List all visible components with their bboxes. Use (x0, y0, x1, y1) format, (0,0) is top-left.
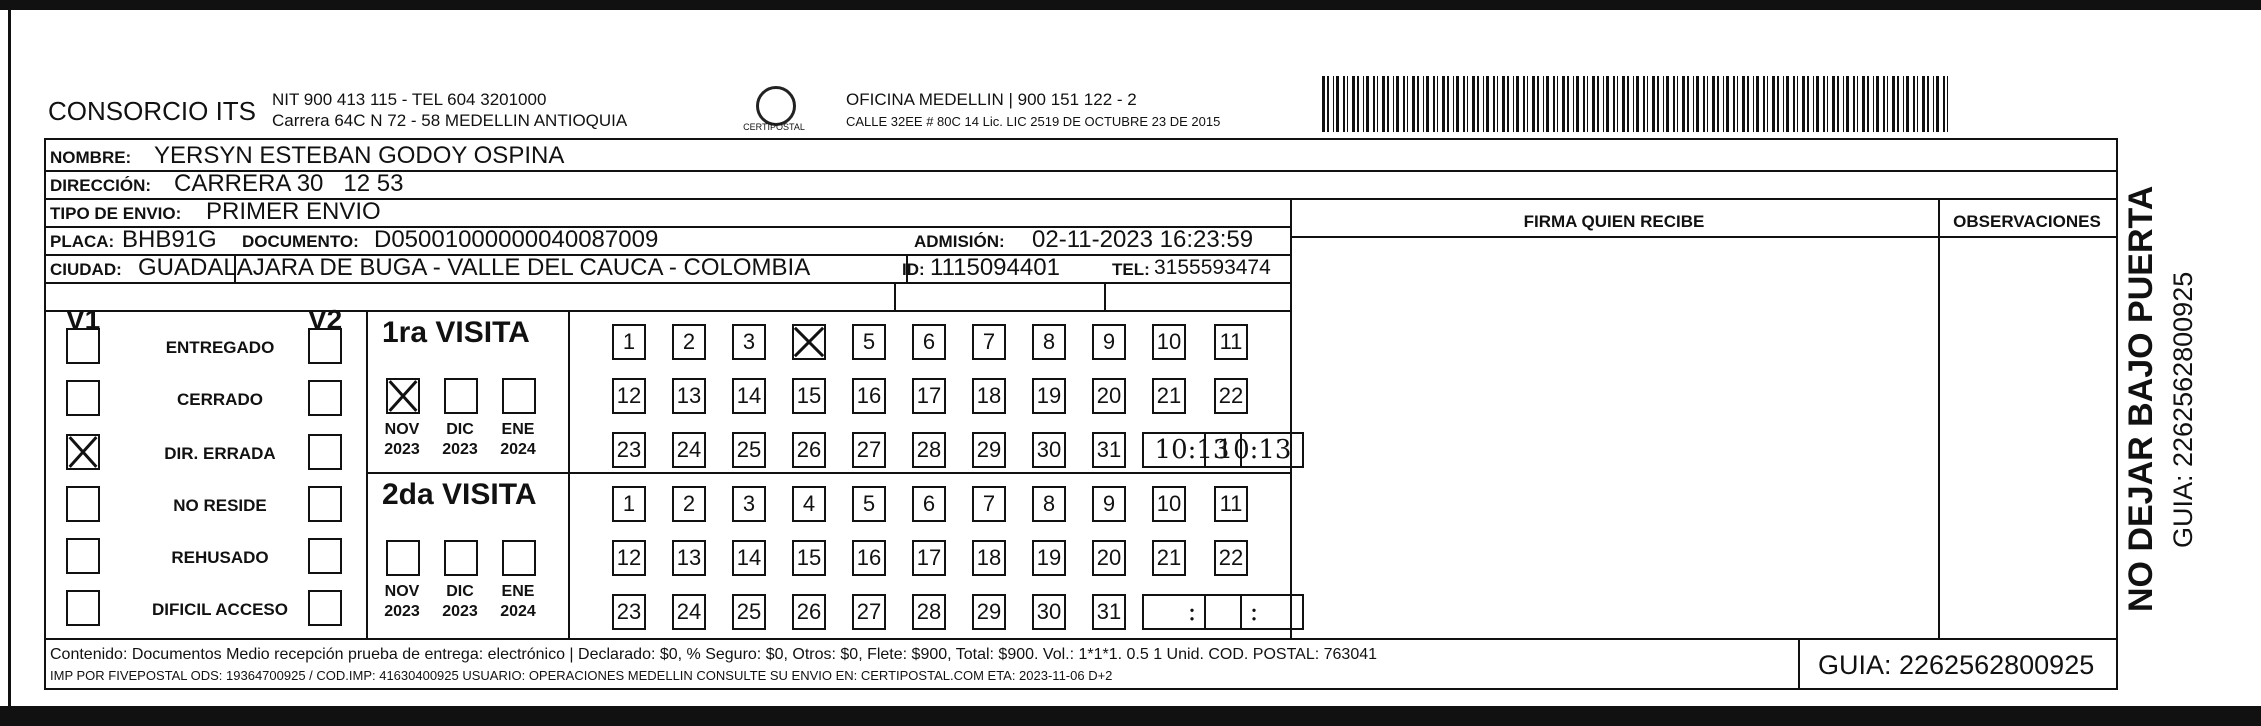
day-box-14[interactable]: 14 (732, 378, 766, 414)
barcode-bar (1927, 76, 1929, 132)
footer-print-line: IMP POR FIVEPOSTAL ODS: 19364700925 / COD.IMP: 41630400925 USUARIO: OPERACIONES MEDELLIN CONSULTE SU ENVIO EN: CERTIPOSTAL.COM ETA: 2023-11-06 D+2 (50, 668, 1113, 683)
month-label: NOV (384, 421, 420, 438)
day-box-21[interactable]: 21 (1152, 378, 1186, 414)
barcode-bar (1922, 76, 1925, 132)
barcode-bar (1387, 76, 1389, 132)
v2-checkbox[interactable] (308, 538, 342, 574)
barcode-bar (1412, 76, 1415, 132)
month-checkbox[interactable] (502, 540, 536, 576)
day-box-27[interactable]: 27 (852, 432, 886, 468)
barcode-bar (1933, 76, 1934, 132)
barcode-bar (1622, 76, 1625, 132)
barcode-bar (1562, 76, 1565, 132)
barcode-bar (1576, 76, 1579, 132)
barcode-bar (1336, 76, 1339, 132)
day-box-12[interactable]: 12 (612, 540, 646, 576)
barcode-bar (1883, 76, 1885, 132)
day-box-13[interactable]: 13 (672, 378, 706, 414)
day-box-7[interactable]: 7 (972, 324, 1006, 360)
office-address: CALLE 32EE # 80C 14 Lic. LIC 2519 DE OCTUBRE 23 DE 2015 (846, 114, 1221, 129)
side-guia: GUIA: 2262562800925 (2168, 271, 2198, 548)
day-box-18[interactable]: 18 (972, 378, 1006, 414)
barcode-bar (1786, 76, 1789, 132)
firma-header: FIRMA QUIEN RECIBE (1523, 212, 1705, 231)
barcode-bar (1327, 76, 1329, 132)
v2-checkbox[interactable] (308, 328, 342, 364)
left-border (8, 10, 11, 706)
day-box-24[interactable]: 24 (672, 594, 706, 630)
day-box-11[interactable]: 11 (1214, 324, 1248, 360)
barcode-bar (1573, 76, 1574, 132)
day-box-29[interactable]: 29 (972, 432, 1006, 468)
barcode-bar (1507, 76, 1509, 132)
barcode-bar (1696, 76, 1699, 132)
barcode-bar (1456, 76, 1459, 132)
visit-time-box[interactable]: : (1204, 594, 1304, 630)
barcode-bar (1537, 76, 1539, 132)
v2-checkbox[interactable] (308, 590, 342, 626)
barcode-bar (1382, 76, 1385, 132)
barcode-bar (1567, 76, 1569, 132)
day-box-4[interactable]: 4 (792, 486, 826, 522)
barcode-bar (1657, 76, 1659, 132)
barcode-bar (1687, 76, 1689, 132)
barcode-bar (1827, 76, 1828, 132)
barcode-bar (1823, 76, 1825, 132)
barcode-bar (1523, 76, 1525, 132)
barcode-bar (1587, 76, 1588, 132)
barcode-bar (1366, 76, 1369, 132)
barcode-bar (1363, 76, 1364, 132)
barcode-bar (1816, 76, 1819, 132)
barcode-bar (1606, 76, 1609, 132)
barcode-bar (1357, 76, 1359, 132)
day-box-30[interactable]: 30 (1032, 432, 1066, 468)
month-checkbox[interactable] (502, 378, 536, 414)
visit-title: 2da VISITA (382, 478, 537, 511)
barcode-bar (1802, 76, 1805, 132)
v1-checkbox[interactable] (66, 538, 100, 574)
day-box-21[interactable]: 21 (1152, 540, 1186, 576)
barcode-bar (1666, 76, 1669, 132)
barcode-bar (1682, 76, 1685, 132)
barcode-bar (1373, 76, 1375, 132)
barcode-bar (1843, 76, 1844, 132)
month-label: ENE (501, 421, 535, 438)
day-box-4[interactable] (792, 324, 826, 360)
barcode-bar (1726, 76, 1729, 132)
barcode-bar (1846, 76, 1849, 132)
barcode-bar (1477, 76, 1479, 132)
barcode-bar (1407, 76, 1408, 132)
barcode-bar (1627, 76, 1629, 132)
barcode-bar (1663, 76, 1664, 132)
status-option-label: DIR. ERRADA (164, 444, 276, 463)
day-box-5[interactable]: 5 (852, 486, 886, 522)
admision-label: ADMISIÓN: (914, 232, 1005, 251)
barcode-bar (1753, 76, 1754, 132)
company-address: Carrera 64C N 72 - 58 MEDELLIN ANTIOQUIA (272, 111, 628, 130)
day-box-28[interactable]: 28 (912, 594, 946, 630)
top-border (0, 0, 2261, 10)
ciudad-value: GUADALAJARA DE BUGA - VALLE DEL CAUCA - COLOMBIA (138, 254, 811, 281)
office-line: OFICINA MEDELLIN | 900 151 122 - 2 (846, 90, 1137, 109)
barcode-bar (1513, 76, 1514, 132)
barcode-bar (1906, 76, 1909, 132)
nit-line: NIT 900 413 115 - TEL 604 3201000 (272, 90, 547, 109)
no-dejar-warning: NO DEJAR BAJO PUERTA (2122, 185, 2160, 612)
barcode-bar (1772, 76, 1775, 132)
direccion-label: DIRECCIÓN: (50, 176, 152, 195)
day-box-18[interactable]: 18 (972, 540, 1006, 576)
placa-label: PLACA: (50, 232, 115, 251)
nombre-label: NOMBRE: (50, 148, 132, 167)
barcode-bar (1543, 76, 1544, 132)
visit-time-box[interactable]: 10:13 (1204, 432, 1304, 468)
day-box-19[interactable]: 19 (1032, 378, 1066, 414)
barcode-bar (1433, 76, 1435, 132)
barcode-bar (1393, 76, 1394, 132)
day-box-7[interactable]: 7 (972, 486, 1006, 522)
v2-checkbox[interactable] (308, 434, 342, 470)
day-box-5[interactable]: 5 (852, 324, 886, 360)
tipo-envio-value: PRIMER ENVIO (206, 198, 381, 225)
nombre-value: YERSYN ESTEBAN GODOY OSPINA (154, 142, 565, 169)
direccion-value: CARRERA 30 12 53 (174, 170, 404, 197)
barcode-bar (1472, 76, 1475, 132)
barcode-bar (1712, 76, 1715, 132)
month-checkbox[interactable] (444, 540, 478, 576)
v1-checkbox[interactable] (66, 380, 100, 416)
certipostal-logo-icon (756, 86, 796, 126)
guia-number: GUIA: 2262562800925 (1818, 650, 2095, 680)
day-box-12[interactable]: 12 (612, 378, 646, 414)
barcode-bar (1613, 76, 1615, 132)
month-label: DIC (446, 421, 474, 438)
documento-label: DOCUMENTO: (242, 232, 359, 251)
day-box-10[interactable]: 10 (1152, 486, 1186, 522)
barcode-bar (1876, 76, 1879, 132)
v1-checkbox[interactable] (66, 486, 100, 522)
barcode-bar (1913, 76, 1915, 132)
day-box-10[interactable]: 10 (1152, 324, 1186, 360)
barcode-bar (1797, 76, 1798, 132)
barcode-bar (1903, 76, 1904, 132)
visit-title: 1ra VISITA (382, 316, 530, 349)
barcode-bar (1553, 76, 1555, 132)
day-box-19[interactable]: 19 (1032, 540, 1066, 576)
documento-value: D05001000000040087009 (374, 226, 659, 253)
day-box-15[interactable]: 15 (792, 540, 826, 576)
day-box-23[interactable]: 23 (612, 432, 646, 468)
month-label: ENE (501, 583, 535, 600)
day-box-26[interactable]: 26 (792, 432, 826, 468)
day-box-20[interactable]: 20 (1092, 540, 1126, 576)
barcode-bar (1463, 76, 1465, 132)
barcode-bar (1453, 76, 1454, 132)
barcode-bar (1486, 76, 1489, 132)
day-box-24[interactable]: 24 (672, 432, 706, 468)
v1-checkbox[interactable] (66, 590, 100, 626)
signature-area[interactable] (1292, 240, 1936, 636)
tipo-envio-label: TIPO DE ENVIO: (50, 204, 182, 223)
day-box-27[interactable]: 27 (852, 594, 886, 630)
day-box-17[interactable]: 17 (912, 378, 946, 414)
barcode-bar (1756, 76, 1759, 132)
barcode-bar (1652, 76, 1655, 132)
day-box-30[interactable]: 30 (1032, 594, 1066, 630)
month-checkbox[interactable] (386, 378, 420, 414)
day-box-8[interactable]: 8 (1032, 486, 1066, 522)
footer-content-line: Contenido: Documentos Medio recepción prueba de entrega: electrónico | Declarado: $0, % Seguro: $0, Otros: $0, Flete: $900, Total: $900. Vol.: 1*1*1. 0.5 1 Unid. COD. POSTAL: 763041 (50, 646, 1378, 663)
barcode-bar (1733, 76, 1735, 132)
barcode-bar (1516, 76, 1519, 132)
barcode-bar (1777, 76, 1779, 132)
barcode-bar (1897, 76, 1899, 132)
year-label: 2023 (442, 441, 478, 458)
v2-checkbox[interactable] (308, 486, 342, 522)
day-box-23[interactable]: 23 (612, 594, 646, 630)
barcode-bar (1737, 76, 1738, 132)
day-box-25[interactable]: 25 (732, 432, 766, 468)
barcode-bar (1603, 76, 1604, 132)
company-name: CONSORCIO ITS (48, 96, 257, 126)
month-label: DIC (446, 583, 474, 600)
id-label: ID: (902, 260, 925, 279)
day-box-15[interactable]: 15 (792, 378, 826, 414)
barcode-bar (1557, 76, 1558, 132)
barcode-bar (1322, 76, 1325, 132)
day-box-29[interactable]: 29 (972, 594, 1006, 630)
barcode-bar (1947, 76, 1948, 132)
day-box-14[interactable]: 14 (732, 540, 766, 576)
day-box-31[interactable]: 31 (1092, 594, 1126, 630)
day-box-20[interactable]: 20 (1092, 378, 1126, 414)
barcode-bar (1807, 76, 1809, 132)
barcode-bar (1343, 76, 1345, 132)
barcode-bar (1532, 76, 1535, 132)
barcode-bar (1483, 76, 1484, 132)
barcode-bar (1423, 76, 1424, 132)
barcode-bar (1347, 76, 1348, 132)
day-box-3[interactable]: 3 (732, 486, 766, 522)
barcode-bar (1617, 76, 1618, 132)
barcode-bar (1707, 76, 1708, 132)
barcode-bar (1426, 76, 1429, 132)
barcode-bar (1396, 76, 1399, 132)
barcode-bar (1442, 76, 1445, 132)
year-label: 2023 (442, 603, 478, 620)
day-box-25[interactable]: 25 (732, 594, 766, 630)
status-option-label: CERRADO (177, 390, 263, 409)
barcode-bar (1437, 76, 1438, 132)
month-checkbox[interactable] (386, 540, 420, 576)
barcode-bar (1352, 76, 1355, 132)
barcode-bar (1832, 76, 1835, 132)
barcode-bar (1747, 76, 1749, 132)
barcode-bar (1527, 76, 1528, 132)
day-box-1[interactable]: 1 (612, 324, 646, 360)
barcode-bar (1693, 76, 1694, 132)
observations-area[interactable] (1940, 240, 2114, 636)
visit-time-box[interactable]: : (1142, 594, 1242, 630)
status-option-label: ENTREGADO (165, 338, 275, 357)
v1-header: V1 (66, 304, 101, 335)
barcode-bar (1677, 76, 1678, 132)
barcode-bar (1763, 76, 1765, 132)
barcode-bar (1867, 76, 1869, 132)
day-box-11[interactable]: 11 (1214, 486, 1248, 522)
day-box-1[interactable]: 1 (612, 486, 646, 522)
status-option-label: NO RESIDE (173, 496, 267, 515)
month-label: NOV (384, 583, 420, 600)
day-box-2[interactable]: 2 (672, 324, 706, 360)
day-box-2[interactable]: 2 (672, 486, 706, 522)
year-label: 2023 (384, 603, 420, 620)
barcode-bar (1862, 76, 1865, 132)
barcode-bar (1917, 76, 1918, 132)
observaciones-header: OBSERVACIONES (1953, 212, 2101, 231)
status-option-label: REHUSADO (171, 548, 269, 567)
barcode-bar (1636, 76, 1639, 132)
v1-checkbox[interactable] (66, 434, 100, 470)
day-box-28[interactable]: 28 (912, 432, 946, 468)
form-frame (44, 138, 2118, 690)
barcode-bar (1502, 76, 1505, 132)
day-box-3[interactable]: 3 (732, 324, 766, 360)
v2-checkbox[interactable] (308, 380, 342, 416)
barcode-bar (1793, 76, 1795, 132)
barcode-bar (1857, 76, 1858, 132)
status-option-label: DIFICIL ACCESO (151, 600, 288, 619)
barcode-bar (1887, 76, 1888, 132)
barcode-bar (1717, 76, 1719, 132)
barcode-bar (1647, 76, 1648, 132)
barcode-bar (1467, 76, 1468, 132)
day-box-8[interactable]: 8 (1032, 324, 1066, 360)
barcode-bar (1813, 76, 1814, 132)
barcode-bar (1497, 76, 1498, 132)
tel-value: 3155593474 (1154, 256, 1271, 279)
barcode-bar (1853, 76, 1855, 132)
day-box-22[interactable]: 22 (1214, 540, 1248, 576)
year-label: 2023 (384, 441, 420, 458)
barcode-bar (1837, 76, 1839, 132)
barcode-bar (1892, 76, 1895, 132)
barcode (1322, 76, 1958, 132)
barcode-bar (1403, 76, 1405, 132)
ciudad-label: CIUDAD: (50, 260, 122, 279)
v1-checkbox[interactable] (66, 328, 100, 364)
year-label: 2024 (500, 603, 536, 620)
barcode-bar (1943, 76, 1945, 132)
barcode-bar (1673, 76, 1675, 132)
day-box-6[interactable]: 6 (912, 324, 946, 360)
id-value: 1115094401 (930, 254, 1060, 281)
barcode-bar (1583, 76, 1585, 132)
visit-time-box[interactable]: 10:13 (1142, 432, 1242, 468)
barcode-bar (1333, 76, 1334, 132)
month-checkbox[interactable] (444, 378, 478, 414)
barcode-bar (1592, 76, 1595, 132)
day-box-26[interactable]: 26 (792, 594, 826, 630)
placa-value: BHB91G (122, 226, 217, 253)
v2-header: V2 (308, 304, 343, 335)
day-box-6[interactable]: 6 (912, 486, 946, 522)
barcode-bar (1742, 76, 1745, 132)
year-label: 2024 (500, 441, 536, 458)
barcode-bar (1783, 76, 1784, 132)
day-box-9[interactable]: 9 (1092, 486, 1126, 522)
barcode-bar (1703, 76, 1705, 132)
barcode-bar (1643, 76, 1645, 132)
day-box-9[interactable]: 9 (1092, 324, 1126, 360)
logo-text: CERTIPOSTAL (743, 122, 805, 132)
day-box-17[interactable]: 17 (912, 540, 946, 576)
day-box-31[interactable]: 31 (1092, 432, 1126, 468)
barcode-bar (1767, 76, 1768, 132)
day-box-16[interactable]: 16 (852, 378, 886, 414)
barcode-bar (1447, 76, 1449, 132)
barcode-bar (1417, 76, 1419, 132)
barcode-bar (1493, 76, 1495, 132)
tel-label: TEL: (1112, 260, 1150, 279)
barcode-bar (1377, 76, 1378, 132)
barcode-bar (1546, 76, 1549, 132)
barcode-bar (1873, 76, 1874, 132)
barcode-bar (1936, 76, 1939, 132)
day-box-22[interactable]: 22 (1214, 378, 1248, 414)
day-box-16[interactable]: 16 (852, 540, 886, 576)
barcode-bar (1597, 76, 1599, 132)
barcode-bar (1633, 76, 1634, 132)
admision-value: 02-11-2023 16:23:59 (1032, 226, 1254, 253)
bottom-border (0, 706, 2261, 726)
barcode-bar (1723, 76, 1724, 132)
day-box-13[interactable]: 13 (672, 540, 706, 576)
